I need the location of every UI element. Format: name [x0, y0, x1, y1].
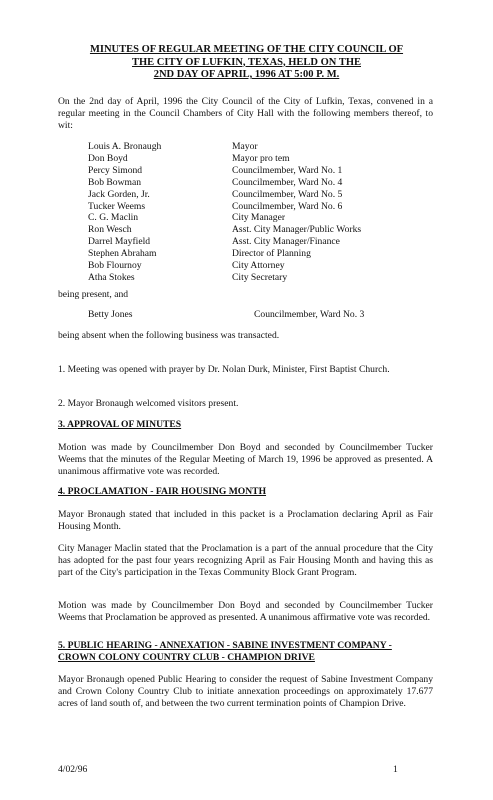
item-5-heading-line-1: 5. PUBLIC HEARING - ANNEXATION - SABINE INVESTMENT COMPANY - [58, 640, 392, 651]
item-3-text: Motion was made by Councilmember Don Boyd and seconded by Councilmember Tucker Weems that the minutes of the Regular Meeting of March 19, 1996 be approved as presented. A unanimous affirmative vote was recorded. [58, 442, 433, 477]
member-row [88, 260, 418, 272]
member-row [88, 165, 418, 177]
member-title: Asst. City Manager/Finance [232, 236, 340, 248]
member-name: Tucker Weems [88, 200, 146, 212]
item-4-text-3: Motion was made by Councilmember Don Boyd and seconded by Councilmember Tucker Weems that Proclamation be approved as presented. A unanimous affirmative vote was recorded. [58, 600, 433, 623]
member-name: Bob Bowman [88, 176, 142, 188]
member-title: City Attorney [232, 260, 285, 272]
member-name: Atha Stokes [88, 271, 135, 283]
being-absent-text: being absent when the following business was transacted. [58, 330, 280, 341]
footer-date: 4/02/96 [58, 764, 88, 775]
member-title: City Secretary [232, 271, 288, 283]
member-title: Councilmember, Ward No. 6 [232, 200, 343, 212]
item-3-heading: 3. APPROVAL OF MINUTES [58, 419, 182, 430]
absent-member-title: Councilmember, Ward No. 3 [254, 309, 365, 320]
title-line-1: MINUTES OF REGULAR MEETING OF THE CITY COUNCIL OF [89, 44, 404, 55]
member-name: Don Boyd [88, 152, 128, 164]
member-name: Jack Gorden, Jr. [88, 188, 150, 200]
member-title: Mayor pro tem [232, 152, 290, 164]
item-4-heading: 4. PROCLAMATION - FAIR HOUSING MONTH [58, 486, 267, 497]
minutes-title [40, 44, 453, 82]
member-row [88, 201, 418, 213]
member-row [88, 177, 418, 189]
member-title: Councilmember, Ward No. 4 [232, 176, 343, 188]
member-row [88, 248, 418, 260]
item-2-welcome: 2. Mayor Bronaugh welcomed visitors present. [58, 398, 239, 409]
member-name: Darrel Mayfield [88, 236, 151, 248]
item-4-text-1: Mayor Bronaugh stated that included in this packet is a Proclamation declaring April as Fair Housing Month. [58, 509, 433, 532]
title-line-2: THE CITY OF LUFKIN, TEXAS, HELD ON THE [131, 56, 361, 68]
intro-paragraph: On the 2nd day of April, 1996 the City Council of the City of Lufkin, Texas, convened in a regular meeting in the Council Chambers of City Hall with the following members thereof, to wit: [58, 96, 433, 131]
member-row [88, 236, 418, 248]
member-row [88, 141, 418, 153]
member-row [88, 272, 418, 284]
member-name: C. G. Maclin [88, 212, 139, 224]
member-title: Mayor [232, 141, 258, 152]
item-5-heading-line-2: CROWN COLONY COUNTRY CLUB - CHAMPION DRIVE [58, 652, 315, 663]
member-row [88, 224, 418, 236]
member-name: Louis A. Bronaugh [88, 141, 162, 152]
member-name: Bob Flournoy [88, 260, 142, 272]
members-present-list [88, 141, 418, 284]
absent-member-name: Betty Jones [88, 309, 133, 320]
member-title: Councilmember, Ward No. 5 [232, 188, 343, 200]
member-title: City Manager [232, 212, 286, 224]
item-5-text: Mayor Bronaugh opened Public Hearing to consider the request of Sabine Investment Company and Crown Colony Country Club to initiate annexation proceedings on approximately 17.677 acres of land south of, and between the two current termination points of Champion Drive. [58, 674, 433, 709]
absent-member-row [88, 309, 418, 320]
member-title: Councilmember, Ward No. 1 [232, 164, 343, 176]
member-row [88, 153, 418, 165]
member-title: Director of Planning [232, 248, 311, 260]
member-title: Asst. City Manager/Public Works [232, 224, 362, 236]
member-row [88, 189, 418, 201]
being-present-text: being present, and [58, 289, 129, 300]
member-name: Ron Wesch [88, 224, 132, 236]
item-4-text-2: City Manager Maclin stated that the Proclamation is a part of the annual procedure that the City has adopted for the past four years recognizing April as Fair Housing Month and having this as part of the City's participation in the Texas Community Block Grant Program. [58, 543, 433, 578]
item-1-prayer: 1. Meeting was opened with prayer by Dr. Nolan Durk, Minister, First Baptist Church. [58, 364, 390, 375]
member-name: Percy Simond [88, 164, 143, 176]
member-name: Stephen Abraham [88, 248, 157, 260]
member-row [88, 212, 418, 224]
item-5-heading [58, 640, 438, 664]
title-line-3: 2ND DAY OF APRIL, 1996 AT 5:00 P. M. [153, 69, 340, 80]
page-number: 1 [393, 764, 398, 775]
